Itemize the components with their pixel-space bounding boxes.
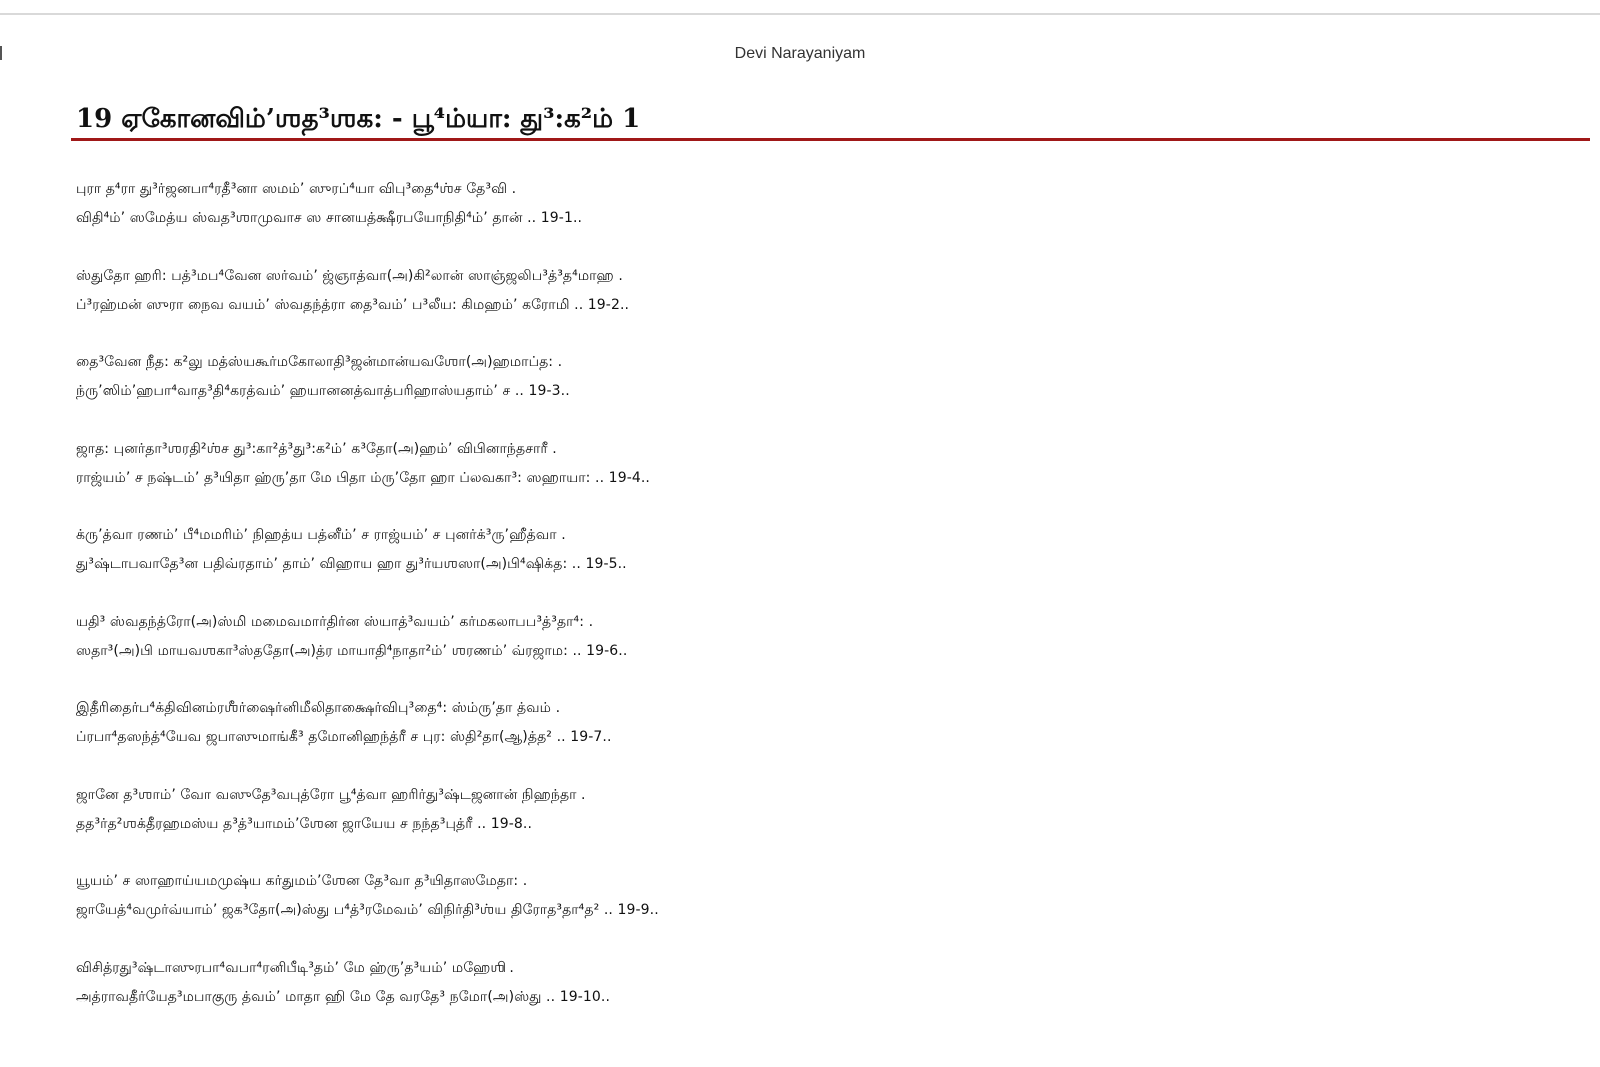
verse-line: விசித்ரது³ஷ்டாஸுரபா⁴வபா⁴ரனிபீடி³தம்’ மே ஹ்ரு’த³யம்’ மஹேஶி . bbox=[76, 959, 514, 976]
verse-line: ஜாயேத்⁴வமுர்வ்யாம்’ ஜக³தோ(அ)ஸ்து ப⁴த்³ரமேவம்’ விநிர்தி³ஶ்ய திரோத³தா⁴த² .. 19-9.. bbox=[76, 902, 659, 918]
verse-line: ப்³ரஹ்மன் ஸுரா நைவ வயம்’ ஸ்வதந்த்ரா தை³வம்’ ப³லீய: கிமஹம்’ கரோமி .. 19-2.. bbox=[76, 296, 630, 313]
verse-3 bbox=[76, 348, 1586, 435]
verse-line: ப்ரபா⁴தஸந்த்⁴யேவ ஜபாஸுமாங்கீ³ தமோனிஹந்த்ரீ ச புர: ஸ்தி²தா(ஆ)த்த² .. 19-7.. bbox=[76, 729, 612, 745]
chapter-title: 19 ஏகோனவிம்’ஶத³ஶக: - பூ⁴ம்யா: து³:க²ம் 1 bbox=[76, 104, 641, 134]
verse-8 bbox=[76, 781, 1586, 868]
verse-line: தை³வேன நீத: க²லு மத்ஸ்யகூர்மகோலாதி³ஜன்மான்யவஶோ(அ)ஹமாப்த: . bbox=[76, 354, 563, 370]
verse-line: ஜானே த³ஶாம்’ வோ வஸுதே³வபுத்ரோ பூ⁴த்வா ஹரிர்து³ஷ்டஜனான் நிஹந்தா . bbox=[76, 786, 586, 803]
verse-line: யதி³ ஸ்வதந்த்ரோ(அ)ஸ்மி மமைவமார்திர்ன ஸ்யாத்³வயம்’ கர்மகலாபப³த்³தா⁴: . bbox=[76, 613, 594, 630]
verse-line: யூயம்’ ச ஸாஹாய்யமமுஷ்ய கர்துமம்’ஶேன தே³வா த³யிதாஸமேதா: . bbox=[76, 873, 528, 889]
title-underline-rule bbox=[71, 138, 1590, 141]
verse-line: ராஜ்யம்’ ச நஷ்டம்’ த³யிதா ஹ்ரு’தா மே பிதா ம்ரு’தோ ஹா ப்லவகா³: ஸஹாயா: .. 19-4.. bbox=[76, 469, 650, 486]
verse-line: க்ரு’த்வா ரணம்’ பீ⁴மமரிம்’ நிஹத்ய பத்னீம்’ ச ராஜ்யம்’ ச புனர்க்³ரு’ஹீத்வா . bbox=[76, 527, 566, 543]
verse-6 bbox=[76, 608, 1586, 695]
verse-7 bbox=[76, 694, 1586, 781]
verse-line: து³ஷ்டாபவாதே³ன பதிவ்ரதாம்’ தாம்’ விஹாய ஹா து³ர்யஶஸா(அ)பி⁴ஷிக்த: .. 19-5.. bbox=[76, 556, 627, 572]
verse-4 bbox=[76, 435, 1586, 522]
top-border-line bbox=[0, 13, 1600, 15]
verse-line: தத³ர்த²ஶக்தீரஹமஸ்ய த³த்³யாமம்’ஶேன ஜாயேய ச நந்த³புத்ரீ .. 19-8.. bbox=[76, 815, 533, 832]
verse-line: ஸதா³(அ)பி மாயவஶகா³ஸ்ததோ(அ)த்ர மாயாதி⁴நாதா²ம்’ ஶரணம்’ வ்ரஜாம: .. 19-6.. bbox=[76, 642, 628, 659]
verse-line: விதி⁴ம்’ ஸமேத்ய ஸ்வத³ஶாமுவாச ஸ சானயத்க்ஷீரபயோநிதி⁴ம்’ தான் .. 19-1.. bbox=[76, 210, 583, 226]
verse-line: ஸ்துதோ ஹரி: பத்³மப⁴வேன ஸர்வம்’ ஜ்ஞாத்வா(அ)கி²லான் ஸாஞ்ஜலிப³த்³த⁴மாஹ . bbox=[76, 267, 623, 284]
verse-10 bbox=[76, 954, 1586, 1041]
verse-line: இதீரிதைர்ப⁴க்திவினம்ரஶீர்ஷைர்னிமீலிதாக்ஷைர்விபு³தை⁴: ஸ்ம்ரு’தா த்வம் . bbox=[76, 700, 561, 716]
verse-line: ந்ரு’ஸிம்’ஹபா⁴வாத³தி⁴கரத்வம்’ ஹயானனத்வாத்பரிஹாஸ்யதாம்’ ச .. 19-3.. bbox=[76, 383, 570, 399]
verse-line: புரா த⁴ரா து³ர்ஜனபா⁴ரதீ³னா ஸமம்’ ஸுரப்⁴யா விபு³தை⁴ஶ்ச தே³வி . bbox=[76, 181, 517, 197]
verse-1 bbox=[76, 175, 1586, 262]
verse-9 bbox=[76, 867, 1586, 954]
verse-2 bbox=[76, 262, 1586, 349]
verse-line: அத்ராவதீர்யேத³மபாகுரு த்வம்’ மாதா ஹி மே தே வரதே³ நமோ(அ)ஸ்து .. 19-10.. bbox=[76, 988, 610, 1005]
verse-5 bbox=[76, 521, 1586, 608]
verse-line: ஜாத: புனர்தா³ஶரதி²ஶ்ச து³:கா²த்³து³:க²ம்’ க³தோ(அ)ஹம்’ விபினாந்தசாரீ . bbox=[76, 440, 557, 457]
page-header: Devi Narayaniyam bbox=[734, 45, 866, 62]
verse-list bbox=[76, 175, 1586, 1040]
